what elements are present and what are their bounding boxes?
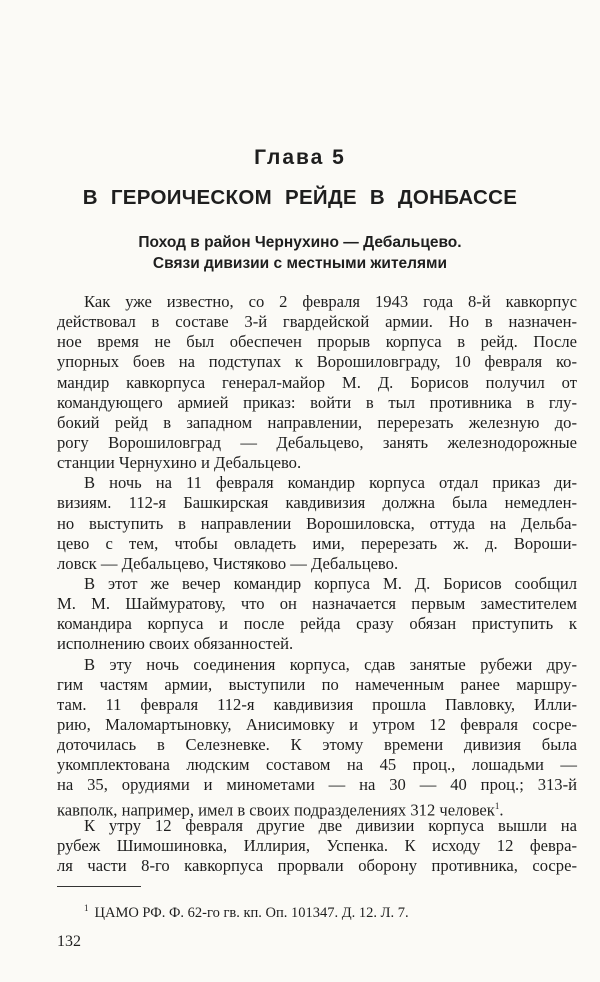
paragraph-line bbox=[57, 594, 577, 614]
paragraph-line bbox=[57, 393, 577, 413]
paragraph-line bbox=[57, 816, 577, 836]
line-text: мандир кавкорпуса генерал-майор М. Д. Борисов получил от bbox=[57, 372, 577, 392]
line-text: действовал в составе 3-й гвардейской армии. Но в назначен- bbox=[57, 312, 577, 332]
line-text: рогу Ворошиловград — Дебальцево, занять железнодорожные bbox=[57, 432, 577, 452]
paragraph-line bbox=[57, 715, 577, 735]
line-text: кавполк, например, имел в своих подразделениях 312 человек bbox=[57, 800, 495, 820]
line-text: ля части 8-го кавкорпуса прорвали оборону противника, сосре- bbox=[57, 855, 577, 875]
paragraph-line bbox=[57, 735, 577, 755]
line-text: там. 11 февраля 112-я кавдивизия прошла Павловку, Илли- bbox=[57, 694, 577, 714]
paragraph-line bbox=[57, 856, 577, 876]
paragraph-line bbox=[57, 695, 577, 715]
paragraph-line bbox=[57, 332, 577, 352]
line-text: В эту ночь соединения корпуса, сдав занятые рубежи дру- bbox=[84, 654, 577, 674]
line-text: В ночь на 11 февраля командир корпуса отдал приказ ди- bbox=[84, 473, 577, 493]
line-text: но выступить в направлении Ворошиловска, оттуда на Дельба- bbox=[57, 513, 577, 533]
line-text: ловск — Дебальцево, Чистяково — Дебальцево. bbox=[57, 553, 399, 573]
line-text: ное время не был обеспечен прорыв корпуса в рейд. После bbox=[57, 332, 577, 352]
footnote-divider bbox=[57, 886, 141, 887]
paragraph-line bbox=[57, 675, 577, 695]
chapter-title: В ГЕРОИЧЕСКОМ РЕЙДЕ В ДОНБАССЕ bbox=[82, 186, 518, 209]
line-text: цево с тем, чтобы овладеть ими, перерезать ж. д. Вороши- bbox=[57, 533, 577, 553]
footnote bbox=[84, 903, 409, 922]
line-text: укомплектована людским составом на 45 проц., лошадьми — bbox=[57, 755, 577, 775]
body-text bbox=[57, 292, 577, 876]
line-text: Как уже известно, со 2 февраля 1943 года 8-й кавкорпус bbox=[84, 292, 577, 311]
footnote-reference: 1 bbox=[494, 800, 500, 811]
paragraph-line bbox=[57, 433, 577, 453]
paragraph-line bbox=[57, 775, 577, 795]
paragraph-line bbox=[57, 312, 577, 332]
chapter-heading: Глава 5 bbox=[254, 146, 346, 169]
line-text: упорных боев на подступах к Ворошиловграду, 10 февраля ко- bbox=[57, 352, 577, 372]
paragraph-line bbox=[57, 554, 577, 574]
line-text: гим частям армии, выступили по намеченным ранее маршру- bbox=[57, 674, 577, 694]
paragraph-line bbox=[57, 473, 577, 493]
paragraph-line bbox=[57, 413, 577, 433]
line-text: визиям. 112-я Башкирская кавдивизия должна была немедлен- bbox=[57, 493, 577, 513]
paragraph-line bbox=[57, 574, 577, 594]
paragraph-line bbox=[57, 534, 577, 554]
footnote-mark: 1 bbox=[84, 903, 89, 913]
line-text: рубеж Шимошиновка, Иллирия, Успенка. К исходу 12 февра- bbox=[57, 835, 577, 855]
paragraph-line bbox=[57, 373, 577, 393]
paragraph-line bbox=[57, 655, 577, 675]
line-text: рию, Маломартыновку, Анисимовку и утром 12 февраля сосре- bbox=[57, 714, 577, 734]
footnote-text: ЦАМО РФ. Ф. 62-го гв. кп. Оп. 101347. Д. 12. Л. 7. bbox=[94, 904, 409, 921]
line-text: К утру 12 февраля другие две дивизии корпуса вышли на bbox=[84, 815, 577, 835]
line-text: станции Чернухино и Дебальцево. bbox=[57, 453, 302, 473]
paragraph-line bbox=[57, 292, 577, 312]
paragraph-line bbox=[57, 634, 577, 654]
line-text: на 35, орудиями и минометами — на 30 — 40 проц.; 313-й bbox=[57, 775, 577, 795]
paragraph-line bbox=[57, 453, 577, 473]
paragraph-line bbox=[57, 514, 577, 534]
paragraph-line: кавполк, например, имел в своих подразделениях 312 человек$^1$. bbox=[57, 800, 504, 820]
line-text: командующего армией приказ: войти в тыл противника в глу- bbox=[57, 392, 577, 412]
line-text: В этот же вечер командир корпуса М. Д. Борисов сообщил bbox=[84, 573, 577, 593]
section-subtitle-line-1: Поход в район Чернухино — Дебальцево. bbox=[138, 234, 462, 251]
page-number: 132 bbox=[57, 933, 81, 950]
line-text: командира корпуса и после рейда сразу обязан приступить к bbox=[57, 614, 577, 634]
line-text: бокий рейд в западном направлении, перерезать железную до- bbox=[57, 412, 577, 432]
line-text: М. М. Шаймуратову, что он назначается первым заместителем bbox=[57, 594, 577, 614]
line-text: исполнению своих обязанностей. bbox=[57, 634, 294, 654]
paragraph-line bbox=[57, 493, 577, 513]
section-subtitle-line-2: Связи дивизии с местными жителями bbox=[152, 255, 448, 272]
paragraph-line bbox=[57, 352, 577, 372]
paragraph-line bbox=[57, 836, 577, 856]
paragraph-line bbox=[57, 755, 577, 775]
paragraph-line bbox=[57, 614, 577, 634]
line-text: доточилась в Селезневке. К этому времени дивизия была bbox=[57, 735, 577, 755]
